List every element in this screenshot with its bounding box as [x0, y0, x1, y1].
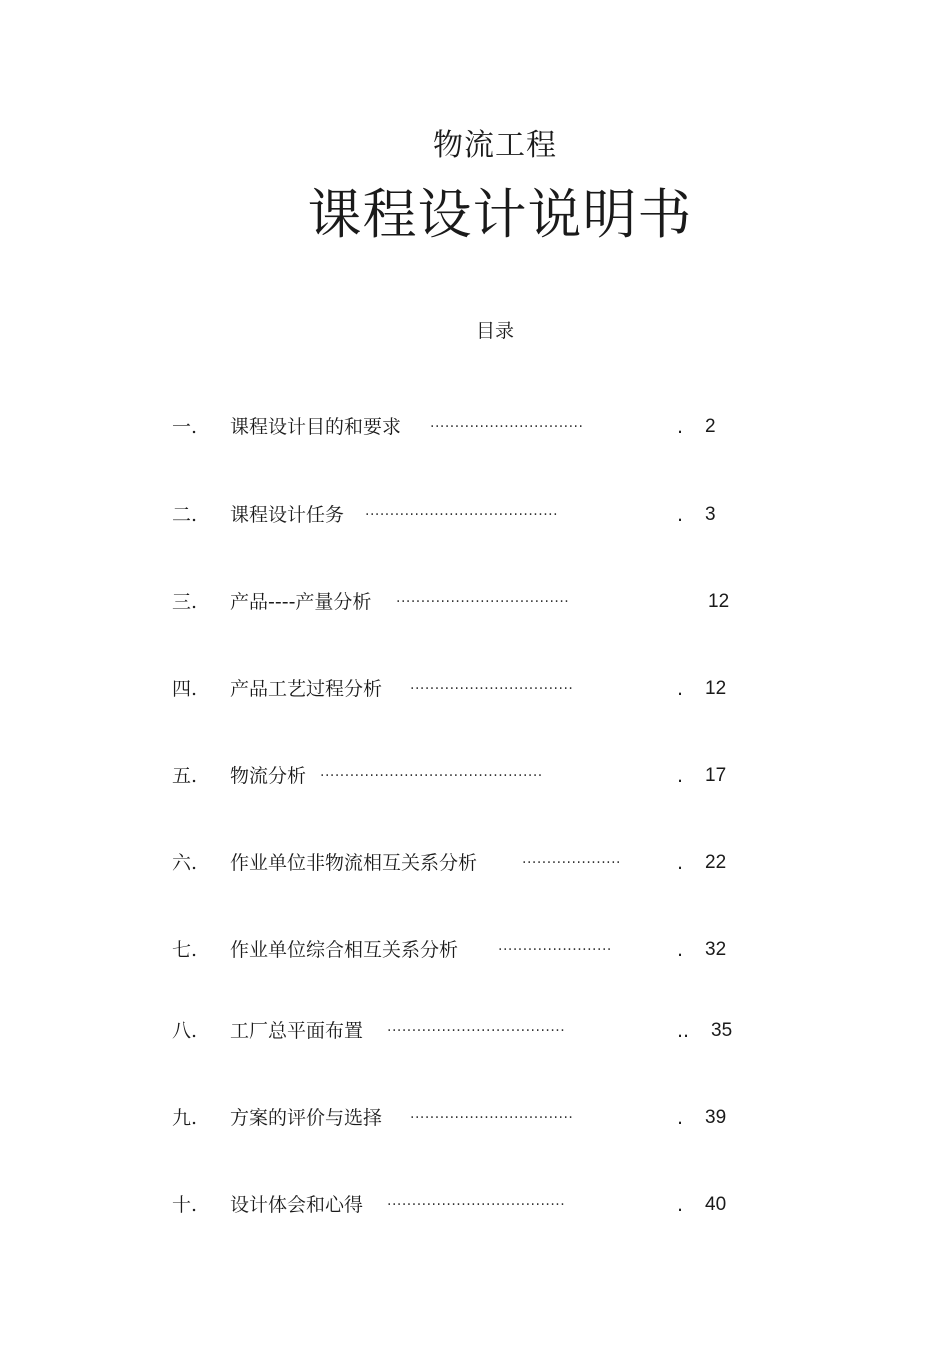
toc-heading: 目录 — [475, 320, 514, 342]
toc-entry-page: 32 — [705, 939, 727, 960]
toc-entry-page: 40 — [705, 1194, 727, 1215]
toc-entry-dot: . — [677, 1194, 684, 1216]
toc-entry-dot: . — [677, 504, 684, 526]
toc-entry-label: 产品工艺过程分析 — [230, 678, 383, 700]
toc-entry-number: 八. — [172, 1020, 198, 1042]
toc-entry-page: 12 — [705, 678, 727, 699]
toc-entry-number: 四. — [172, 678, 198, 700]
toc-entry-page: 35 — [711, 1020, 733, 1041]
toc-entry-label: 作业单位综合相互关系分析 — [230, 939, 459, 961]
toc-entry — [0, 761, 950, 791]
toc-entry — [0, 587, 950, 617]
toc-entry-number: 十. — [172, 1194, 198, 1216]
toc-entry-leader: ···································· — [387, 1197, 566, 1213]
toc-entry-label: 工厂总平面布置 — [230, 1020, 364, 1042]
toc-entry-label: 设计体会和心得 — [230, 1194, 364, 1216]
toc-entry-label: 物流分析 — [230, 765, 307, 787]
toc-entry-label: 课程设计目的和要求 — [230, 416, 402, 438]
toc-entry-label: 课程设计任务 — [230, 504, 345, 526]
toc-entry — [0, 674, 950, 704]
toc-entry-label: 产品----产量分析 — [230, 591, 372, 613]
toc-entry-leader: ································· — [410, 1110, 574, 1126]
toc-entry-dot: . — [677, 939, 684, 961]
toc-entry-dot: . — [677, 852, 684, 874]
toc-entry-page: 17 — [705, 765, 727, 786]
toc-entry — [0, 848, 950, 878]
toc-entry-label: 方案的评价与选择 — [230, 1107, 383, 1129]
toc-entry-leader: ···································· — [387, 1023, 566, 1039]
toc-entry-dot: . — [677, 678, 684, 700]
toc-entry — [0, 412, 950, 442]
toc-entry-dot: . — [677, 765, 684, 787]
toc-entry-label: 作业单位非物流相互关系分析 — [230, 852, 478, 874]
toc-entry-number: 六. — [172, 852, 198, 874]
toc-entry-dot: . — [677, 416, 684, 438]
toc-entry — [0, 1016, 950, 1046]
toc-entry-leader: ······································· — [365, 507, 559, 523]
toc-entry-page: 39 — [705, 1107, 727, 1128]
toc-entry-leader: ······················· — [498, 942, 612, 958]
toc-entry-number: 二. — [172, 504, 198, 526]
toc-entry-dot: . — [677, 1107, 684, 1129]
toc-entry-leader: ···················· — [522, 855, 622, 871]
toc-entry-number: 九. — [172, 1107, 198, 1129]
toc-entry-number: 三. — [172, 591, 198, 613]
toc-entry-dot: .. — [677, 1020, 690, 1042]
toc-entry-number: 七. — [172, 939, 198, 961]
toc-entry-page: 2 — [705, 416, 716, 437]
toc-entry-page: 22 — [705, 852, 727, 873]
toc-entry — [0, 935, 950, 965]
toc-entry-page: 12 — [708, 591, 730, 612]
document-title: 课程设计说明书 — [307, 183, 693, 246]
toc-entry — [0, 1103, 950, 1133]
toc-entry-leader: ··································· — [396, 594, 570, 610]
toc-entry-leader: ································· — [410, 681, 574, 697]
toc-entry — [0, 500, 950, 530]
toc-entry — [0, 1190, 950, 1220]
document-subtitle: 物流工程 — [433, 128, 557, 163]
toc-entry-leader: ············································· — [320, 768, 543, 784]
toc-entry-page: 3 — [705, 504, 716, 525]
toc-entry-number: 五. — [172, 765, 198, 787]
toc-entry-number: 一. — [172, 416, 198, 438]
toc-entry-leader: ······························· — [430, 419, 584, 435]
